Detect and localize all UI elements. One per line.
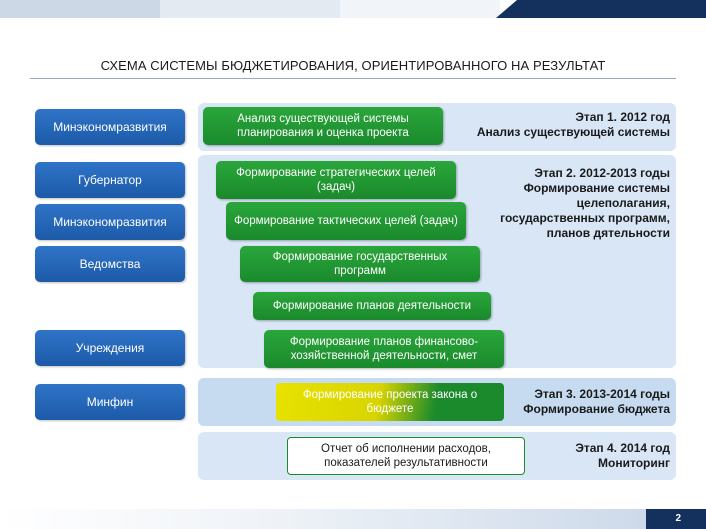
- page-number: 2: [672, 513, 684, 524]
- process-box: Формирование планов деятельности: [253, 292, 491, 320]
- role-box: Учреждения: [35, 330, 185, 366]
- stage-2-label: [480, 166, 670, 241]
- stage-description: Формирование системы целеполагания, государственных программ, планов дятельности: [500, 181, 670, 240]
- banner-stripe: [160, 0, 340, 18]
- stage-title: Этап 1. 2012 год: [575, 110, 670, 124]
- stage-title: Этап 4. 2014 год: [575, 441, 670, 455]
- process-box: Анализ существующей системы планирования и оценка проекта: [203, 107, 443, 145]
- stage-1-label: [460, 110, 670, 140]
- role-box: Минфин: [35, 384, 185, 420]
- banner-stripe: [0, 0, 160, 18]
- page-title: СХЕМА СИСТЕМЫ БЮДЖЕТИРОВАНИЯ, ОРИЕНТИРОВАННОГО НА РЕЗУЛЬТАТ: [100, 58, 606, 73]
- role-box: Минэкономразвития: [35, 204, 185, 240]
- footer-band: [0, 509, 706, 529]
- top-banner: [0, 0, 706, 18]
- stage-4-label: [520, 441, 670, 471]
- process-box: Формирование государственных программ: [240, 246, 480, 282]
- stage-3-label: [500, 387, 670, 417]
- role-box: Минэкономразвития: [35, 109, 185, 145]
- stage-description: Мониторинг: [598, 456, 670, 470]
- banner-navy-block: [496, 0, 706, 18]
- role-box: Губернатор: [35, 162, 185, 198]
- stage-title: Этап 3. 2013-2014 годы: [534, 387, 670, 401]
- process-box: Формирование планов финансово-хозяйственной деятельности, смет: [264, 330, 504, 368]
- title-divider: [30, 78, 676, 79]
- stage-description: Формирование бюджета: [523, 402, 670, 416]
- process-box: Формирование стратегических целей (задач): [216, 161, 456, 199]
- banner-stripe: [340, 0, 500, 18]
- process-box-report: Отчет об исполнении расходов, показателей результативности: [287, 437, 525, 475]
- process-box-highlight: Формирование проекта закона о бюджете: [276, 383, 504, 421]
- stage-title: Этап 2. 2012-2013 годы: [534, 166, 670, 180]
- process-box: Формирование тактических целей (задач): [226, 202, 466, 240]
- stage-description: Анализ существующей системы: [476, 125, 670, 139]
- role-box: Ведомства: [35, 246, 185, 282]
